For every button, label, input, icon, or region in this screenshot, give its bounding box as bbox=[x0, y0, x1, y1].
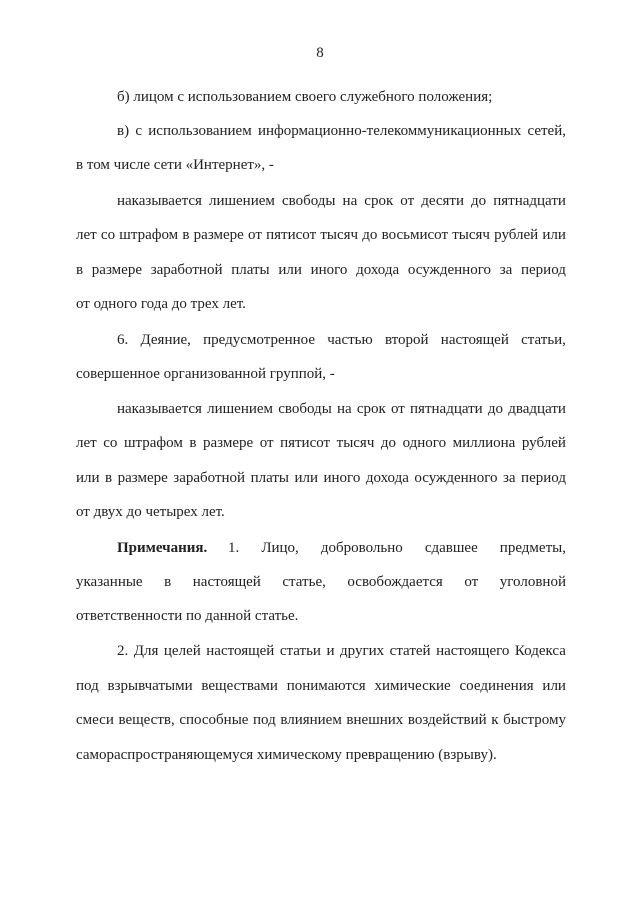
word: дохода bbox=[365, 470, 409, 486]
word: тысяч bbox=[452, 227, 490, 243]
word: Кодекса bbox=[514, 643, 566, 659]
word: свободы bbox=[281, 193, 336, 209]
word: или bbox=[294, 470, 319, 486]
word: платы bbox=[250, 470, 289, 486]
word: лишением bbox=[208, 193, 275, 209]
clause-b-line: б) лицом с использованием своего служебного положения; bbox=[117, 89, 493, 105]
word: со bbox=[100, 227, 116, 243]
word: 2. bbox=[117, 643, 129, 659]
word: наказывается bbox=[117, 401, 202, 417]
word: с bbox=[135, 123, 143, 139]
word: смеси bbox=[76, 712, 114, 728]
word: или bbox=[278, 262, 302, 278]
word: наказывается bbox=[117, 193, 202, 209]
word: лишением bbox=[207, 401, 274, 417]
word: соединения bbox=[459, 678, 534, 694]
note-2-line-2 bbox=[76, 677, 566, 695]
word: свободы bbox=[278, 401, 332, 417]
word: до bbox=[471, 193, 487, 209]
word: от bbox=[259, 435, 274, 451]
word: со bbox=[103, 435, 118, 451]
penalty-5-line-3 bbox=[76, 261, 566, 279]
word: настоящего bbox=[436, 643, 510, 659]
word: настоящей bbox=[192, 574, 261, 590]
word: до bbox=[380, 435, 397, 451]
word: 6. bbox=[117, 332, 129, 348]
word: пятнадцати bbox=[493, 193, 566, 209]
word: осужденного bbox=[414, 470, 498, 486]
word: осужденного bbox=[407, 262, 491, 278]
penalty-6-line-3 bbox=[76, 469, 566, 487]
word: платы bbox=[231, 262, 270, 278]
word: в bbox=[189, 435, 197, 451]
word: на bbox=[342, 193, 358, 209]
word: статьи bbox=[279, 643, 321, 659]
word: заработной bbox=[150, 262, 223, 278]
word: химические bbox=[374, 678, 451, 694]
note-2-line-4: самораспространяющемуся химическому превращению (взрыву). bbox=[76, 747, 497, 763]
word: добровольно bbox=[320, 540, 403, 556]
word: за bbox=[499, 262, 513, 278]
word: веществ, bbox=[118, 712, 175, 728]
word: быстрому bbox=[503, 712, 566, 728]
word: тысяч bbox=[336, 435, 375, 451]
word: от bbox=[400, 193, 415, 209]
word: иного bbox=[310, 262, 348, 278]
word: двадцати bbox=[508, 401, 566, 417]
note-2-line-1 bbox=[117, 642, 566, 660]
word: или bbox=[542, 227, 566, 243]
penalty-6-line-1 bbox=[117, 400, 566, 418]
word: размере bbox=[117, 470, 168, 486]
word: дохода bbox=[356, 262, 400, 278]
word: штрафом bbox=[119, 227, 179, 243]
word: понимаются bbox=[286, 678, 366, 694]
word: внешних bbox=[346, 712, 404, 728]
word: освобождается bbox=[347, 574, 443, 590]
word: Для bbox=[133, 643, 159, 659]
word: за bbox=[502, 470, 516, 486]
word: уголовной bbox=[499, 574, 566, 590]
word: иного bbox=[323, 470, 361, 486]
word: настоящей bbox=[440, 332, 509, 348]
word: сдавшее bbox=[424, 540, 478, 556]
word: 1. bbox=[228, 540, 240, 556]
word: предметы, bbox=[499, 540, 566, 556]
notes-heading: Примечания. bbox=[117, 540, 208, 556]
word: в bbox=[164, 574, 172, 590]
word: размере bbox=[193, 227, 244, 243]
note-1-line-2 bbox=[76, 573, 566, 591]
word: под bbox=[253, 712, 276, 728]
word: статье, bbox=[282, 574, 326, 590]
word: воздействий bbox=[407, 712, 487, 728]
word: использованием bbox=[148, 123, 252, 139]
part-6-line-1 bbox=[117, 331, 566, 349]
word: других bbox=[340, 643, 385, 659]
penalty-5-line-4: от одного года до трех лет. bbox=[76, 296, 246, 312]
word: пятнадцати bbox=[410, 401, 483, 417]
word: от bbox=[248, 227, 262, 243]
word: влиянием bbox=[280, 712, 342, 728]
word: Лицо, bbox=[261, 540, 299, 556]
page-number: 8 bbox=[316, 45, 324, 61]
word: заработной bbox=[173, 470, 246, 486]
word: целей bbox=[163, 643, 201, 659]
penalty-6-line-2 bbox=[76, 434, 566, 452]
word: срок bbox=[364, 193, 394, 209]
word: лет bbox=[76, 227, 97, 243]
word: способные bbox=[179, 712, 249, 728]
word: частью bbox=[327, 332, 373, 348]
word: статей bbox=[389, 643, 431, 659]
word: лет bbox=[76, 435, 97, 451]
word: пятисот bbox=[280, 435, 331, 451]
word: или bbox=[542, 678, 566, 694]
word: статьи, bbox=[521, 332, 566, 348]
word: миллиона bbox=[452, 435, 516, 451]
note-1-line-3: ответственности по данной статье. bbox=[76, 608, 299, 624]
penalty-5-line-1 bbox=[117, 192, 566, 210]
word: Деяние, bbox=[140, 332, 191, 348]
word: в) bbox=[117, 123, 130, 139]
word: рублей bbox=[521, 435, 566, 451]
word: настоящей bbox=[206, 643, 275, 659]
word: до bbox=[362, 227, 378, 243]
word: или bbox=[76, 470, 100, 486]
word: информационно-телекоммуникационных bbox=[257, 123, 522, 139]
note-1-line-1 bbox=[228, 539, 566, 557]
word: веществами bbox=[201, 678, 278, 694]
word: десяти bbox=[421, 193, 464, 209]
word: размере bbox=[91, 262, 142, 278]
word: восьмисот bbox=[381, 227, 449, 243]
word: указанные bbox=[76, 574, 143, 590]
word: под bbox=[76, 678, 99, 694]
word: взрывчатыми bbox=[107, 678, 193, 694]
penalty-6-line-4: от двух до четырех лет. bbox=[76, 504, 225, 520]
word: размере bbox=[202, 435, 254, 451]
word: рублей bbox=[494, 227, 539, 243]
word: в bbox=[76, 262, 84, 278]
word: сетей, bbox=[527, 123, 566, 139]
word: от bbox=[464, 574, 479, 590]
note-2-line-3 bbox=[76, 711, 566, 729]
clause-v-line-2: в том числе сети «Интернет», - bbox=[76, 157, 274, 173]
penalty-5-line-2 bbox=[76, 226, 566, 244]
word: предусмотренное bbox=[203, 332, 316, 348]
word: пятисот bbox=[266, 227, 317, 243]
part-6-line-2: совершенное организованной группой, - bbox=[76, 366, 335, 382]
word: к bbox=[491, 712, 499, 728]
clause-v-line-1 bbox=[117, 122, 566, 140]
word: второй bbox=[384, 332, 429, 348]
word: в bbox=[182, 227, 190, 243]
word: период bbox=[521, 470, 566, 486]
word: период bbox=[520, 262, 566, 278]
word: и bbox=[326, 643, 335, 659]
word: тысяч bbox=[320, 227, 359, 243]
word: на bbox=[336, 401, 352, 417]
word: штрафом bbox=[123, 435, 183, 451]
word: одного bbox=[402, 435, 447, 451]
word: от bbox=[390, 401, 405, 417]
word: в bbox=[105, 470, 113, 486]
word: до bbox=[487, 401, 504, 417]
word: срок bbox=[356, 401, 386, 417]
